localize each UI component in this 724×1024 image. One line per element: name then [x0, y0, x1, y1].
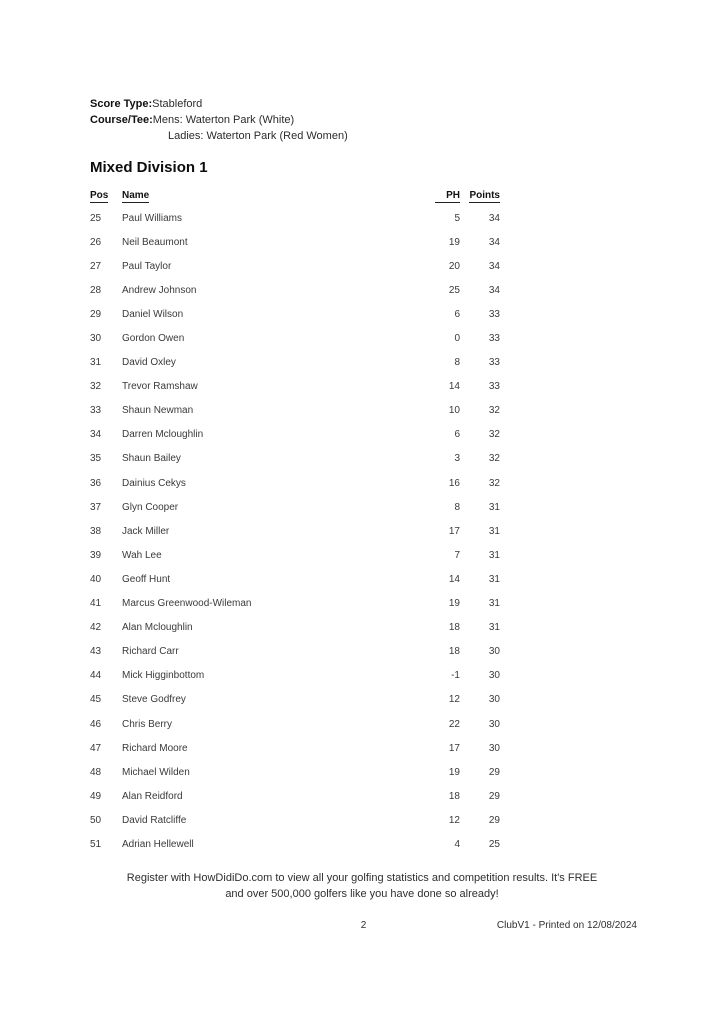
cell-pos: 37	[90, 501, 102, 513]
cell-points: 33	[488, 308, 500, 320]
header-pos: Pos	[90, 190, 109, 201]
cell-pos: 42	[90, 622, 102, 634]
table-row	[90, 664, 500, 688]
cell-points: 32	[488, 405, 500, 417]
cell-name: Darren Mcloughlin	[122, 429, 204, 441]
cell-points: 33	[488, 381, 500, 393]
cell-ph: 14	[448, 381, 460, 393]
cell-ph: 8	[454, 501, 460, 513]
cell-ph: 19	[448, 236, 460, 248]
cell-pos: 48	[90, 766, 102, 778]
cell-points: 31	[488, 598, 500, 610]
cell-pos: 47	[90, 742, 102, 754]
table-row	[90, 471, 500, 495]
table-row	[90, 375, 500, 399]
table-row	[90, 832, 500, 856]
cell-name: Alan Mcloughlin	[122, 622, 193, 634]
cell-ph: 16	[448, 477, 460, 489]
cell-name: Wah Lee	[122, 549, 162, 561]
cell-points: 31	[488, 573, 500, 585]
cell-ph: 10	[448, 405, 460, 417]
cell-ph: 25	[448, 284, 460, 296]
cell-name: Mick Higginbottom	[122, 670, 205, 682]
course-tee-ladies-value: Ladies: Waterton Park (Red Women)	[168, 130, 348, 142]
cell-name: Paul Williams	[122, 212, 183, 224]
table-row	[90, 519, 500, 543]
cell-points: 30	[488, 742, 500, 754]
cell-ph: 12	[448, 694, 460, 706]
cell-name: Marcus Greenwood-Wileman	[122, 598, 252, 610]
cell-points: 30	[488, 694, 500, 706]
table-row	[90, 278, 500, 302]
cell-pos: 34	[90, 429, 102, 441]
cell-points: 32	[488, 477, 500, 489]
cell-points: 31	[488, 525, 500, 537]
cell-name: Glyn Cooper	[122, 501, 179, 513]
table-row	[90, 423, 500, 447]
table-row	[90, 302, 500, 326]
cell-name: Richard Carr	[122, 646, 179, 658]
cell-ph: 18	[448, 622, 460, 634]
cell-pos: 30	[90, 333, 102, 345]
printed-info: ClubV1 - Printed on 12/08/2024	[496, 920, 637, 931]
cell-pos: 33	[90, 405, 102, 417]
cell-name: Geoff Hunt	[122, 573, 171, 585]
table-row	[90, 688, 500, 712]
cell-pos: 49	[90, 790, 102, 802]
results-table	[90, 190, 500, 857]
table-row	[90, 736, 500, 760]
cell-name: Shaun Newman	[122, 405, 194, 417]
score-type-value: Stableford	[152, 98, 203, 110]
cell-name: Daniel Wilson	[122, 308, 184, 320]
register-promo-line1: Register with HowDidiDo.com to view all your golfing statistics and competition results. It's FREE	[126, 872, 598, 884]
table-row	[90, 640, 500, 664]
division-title: Mixed Division 1	[90, 159, 208, 176]
score-type-label: Score Type:	[90, 98, 153, 110]
cell-pos: 31	[90, 357, 102, 369]
page-footer	[90, 919, 637, 932]
table-row	[90, 495, 500, 519]
cell-ph: 20	[448, 260, 460, 272]
table-row	[90, 254, 500, 278]
cell-pos: 38	[90, 525, 102, 537]
cell-name: Richard Moore	[122, 742, 188, 754]
cell-ph: 3	[454, 453, 460, 465]
table-row	[90, 616, 500, 640]
table-body	[90, 205, 500, 857]
table-row	[90, 399, 500, 423]
cell-pos: 45	[90, 694, 102, 706]
score-meta-block	[90, 96, 348, 144]
cell-ph: -1	[451, 670, 460, 682]
register-promo-line2: and over 500,000 golfers like you have done so already!	[225, 887, 499, 900]
cell-pos: 32	[90, 381, 102, 393]
score-type-line	[90, 96, 348, 112]
table-row	[90, 760, 500, 784]
cell-ph: 17	[448, 742, 460, 754]
cell-points: 34	[488, 212, 500, 224]
cell-name: Paul Taylor	[122, 260, 172, 272]
cell-name: Gordon Owen	[122, 333, 185, 345]
cell-ph: 22	[448, 718, 460, 730]
course-tee-line	[90, 112, 348, 128]
cell-name: Chris Berry	[122, 718, 173, 730]
cell-name: Adrian Hellewell	[122, 838, 194, 850]
table-row	[90, 206, 500, 230]
cell-pos: 44	[90, 670, 102, 682]
table-row	[90, 230, 500, 254]
cell-ph: 4	[454, 838, 460, 850]
table-row	[90, 784, 500, 808]
table-row	[90, 592, 500, 616]
cell-points: 29	[488, 766, 500, 778]
cell-points: 30	[488, 646, 500, 658]
cell-pos: 39	[90, 549, 102, 561]
cell-name: Michael Wilden	[122, 766, 190, 778]
cell-name: Andrew Johnson	[122, 284, 197, 296]
cell-points: 31	[488, 622, 500, 634]
cell-pos: 28	[90, 284, 102, 296]
cell-ph: 6	[454, 429, 460, 441]
cell-name: Jack Miller	[122, 525, 170, 537]
cell-ph: 18	[448, 790, 460, 802]
cell-points: 33	[488, 333, 500, 345]
table-row	[90, 543, 500, 567]
cell-name: Trevor Ramshaw	[122, 381, 198, 393]
table-row	[90, 712, 500, 736]
table-row	[90, 351, 500, 375]
cell-points: 34	[488, 284, 500, 296]
cell-name: Dainius Cekys	[122, 477, 186, 489]
cell-pos: 43	[90, 646, 102, 658]
cell-name: Shaun Bailey	[122, 453, 181, 465]
table-header-row	[90, 190, 500, 205]
cell-ph: 6	[454, 308, 460, 320]
cell-pos: 25	[90, 212, 102, 224]
page-number: 2	[360, 920, 367, 931]
cell-ph: 14	[448, 573, 460, 585]
cell-points: 32	[488, 429, 500, 441]
course-tee-ladies-line	[90, 128, 348, 144]
cell-points: 31	[488, 501, 500, 513]
cell-points: 29	[488, 790, 500, 802]
register-promo-text	[0, 871, 724, 902]
table-row	[90, 808, 500, 832]
cell-pos: 27	[90, 260, 102, 272]
cell-ph: 19	[448, 766, 460, 778]
cell-points: 29	[488, 814, 500, 826]
header-ph: PH	[420, 190, 460, 205]
table-row	[90, 567, 500, 591]
cell-name: David Ratcliffe	[122, 814, 187, 826]
cell-ph: 12	[448, 814, 460, 826]
cell-pos: 51	[90, 838, 102, 850]
cell-ph: 8	[454, 357, 460, 369]
cell-points: 25	[488, 838, 500, 850]
cell-pos: 29	[90, 308, 102, 320]
cell-pos: 50	[90, 814, 102, 826]
cell-points: 33	[488, 357, 500, 369]
cell-points: 30	[488, 670, 500, 682]
table-row	[90, 447, 500, 471]
cell-pos: 40	[90, 573, 102, 585]
cell-ph: 17	[448, 525, 460, 537]
cell-points: 31	[488, 549, 500, 561]
cell-ph: 5	[454, 212, 460, 224]
cell-ph: 19	[448, 598, 460, 610]
cell-name: Alan Reidford	[122, 790, 183, 802]
cell-pos: 41	[90, 598, 102, 610]
cell-pos: 46	[90, 718, 102, 730]
cell-name: David Oxley	[122, 357, 176, 369]
table-row	[90, 326, 500, 350]
cell-points: 32	[488, 453, 500, 465]
cell-pos: 36	[90, 477, 102, 489]
cell-pos: 26	[90, 236, 102, 248]
course-tee-label: Course/Tee:	[90, 114, 153, 126]
course-tee-mens-value: Mens: Waterton Park (White)	[152, 114, 295, 126]
cell-name: Steve Godfrey	[122, 694, 186, 706]
header-points: Points	[469, 190, 500, 201]
cell-points: 30	[488, 718, 500, 730]
cell-ph: 7	[454, 549, 460, 561]
header-name: Name	[122, 190, 150, 201]
cell-ph: 18	[448, 646, 460, 658]
cell-name: Neil Beaumont	[122, 236, 188, 248]
cell-ph: 0	[454, 333, 460, 345]
cell-pos: 35	[90, 453, 102, 465]
cell-points: 34	[488, 260, 500, 272]
cell-points: 34	[488, 236, 500, 248]
